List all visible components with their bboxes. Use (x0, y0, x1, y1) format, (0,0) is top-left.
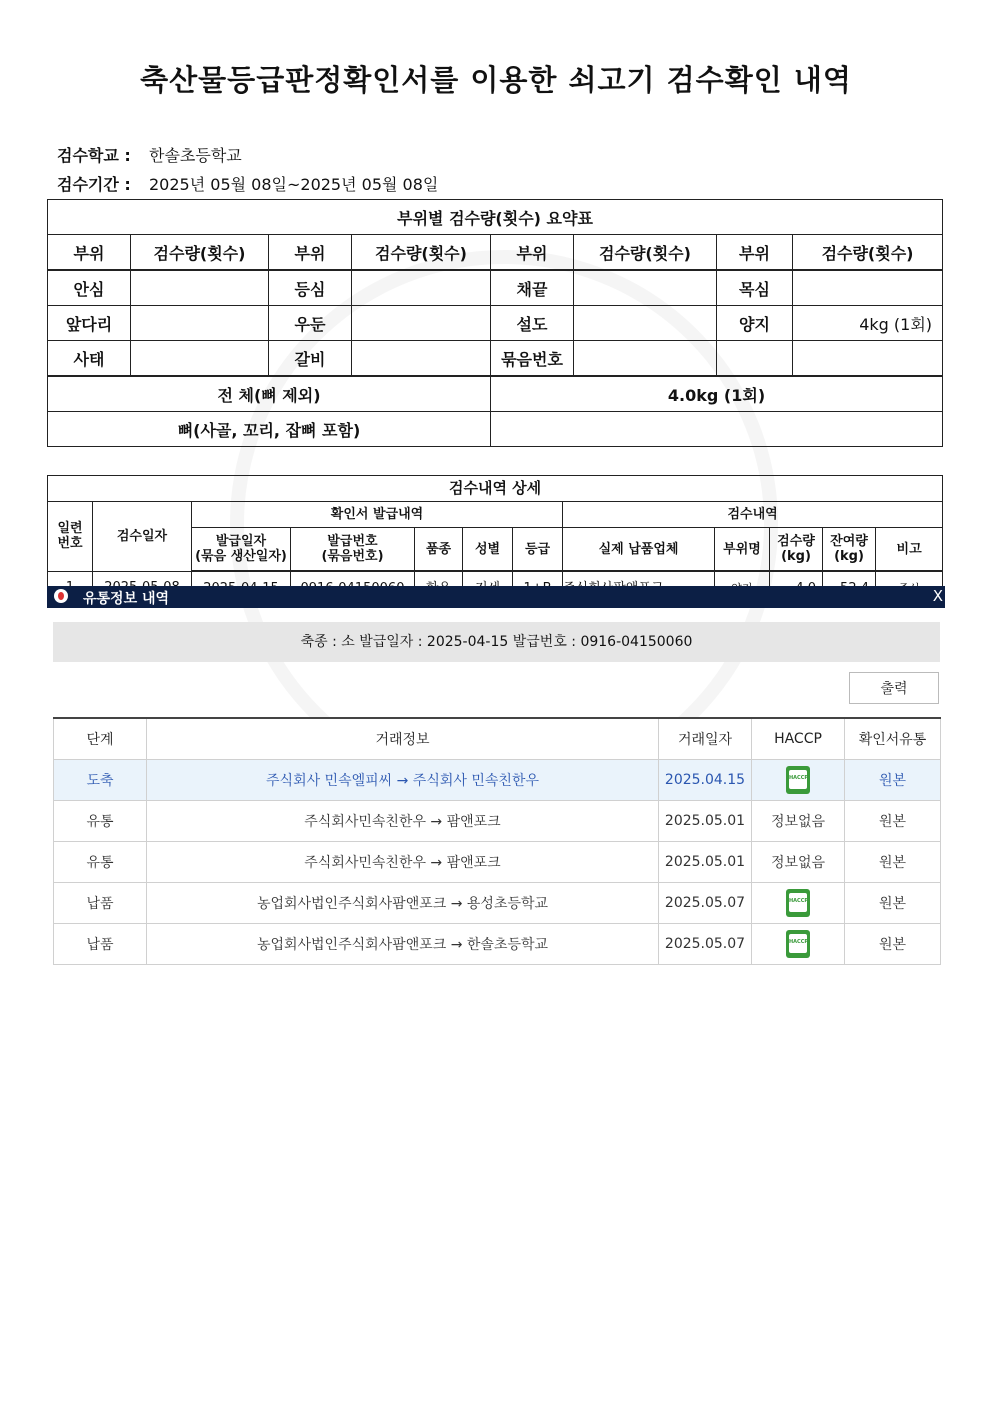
part-qty (793, 341, 943, 377)
cell-stage: 도축 (54, 760, 147, 801)
header-stage: 단계 (54, 718, 147, 760)
header-issue-no: 발급번호 (묶음번호) (291, 528, 415, 572)
cell-cert-flow: 원본 (845, 883, 941, 924)
flow-info-summary: 축종 : 소 발급일자 : 2025-04-15 발급번호 : 0916-04150060 (53, 622, 940, 662)
summary-row (48, 270, 943, 306)
table-row[interactable] (54, 760, 941, 801)
part-qty (131, 306, 269, 341)
header-part: 부위 (491, 235, 574, 271)
part-qty (574, 270, 717, 306)
part-name: 우둔 (269, 306, 352, 341)
header-qty: 검수량(횟수) (352, 235, 491, 271)
header-cert: 확인서 발급내역 (192, 502, 563, 528)
bone-label: 뼈(사골, 꼬리, 잡뼈 포함) (48, 412, 491, 447)
cell-trade: 농업회사법인주식회사팜앤포크 → 용성초등학교 (147, 883, 659, 924)
part-qty (793, 270, 943, 306)
close-icon[interactable]: X (932, 587, 943, 605)
table-row[interactable] (54, 883, 941, 924)
header-issue-date: 발급일자 (묶음 생산일자) (192, 528, 291, 572)
header-trade: 거래정보 (147, 718, 659, 760)
cell-trade-date: 2025.05.01 (659, 842, 752, 883)
header-breed: 품종 (415, 528, 463, 572)
cell-cert-flow: 원본 (845, 842, 941, 883)
cell-trade: 농업회사법인주식회사팜앤포크 → 한솔초등학교 (147, 924, 659, 965)
header-qty: 검수량(횟수) (793, 235, 943, 271)
part-name: 사태 (48, 341, 131, 377)
part-qty: 4kg (1회) (793, 306, 943, 341)
part-name: 목심 (717, 270, 793, 306)
header-part: 부위명 (715, 528, 770, 572)
table-row[interactable] (54, 842, 941, 883)
part-qty (352, 270, 491, 306)
cell-haccp (752, 924, 845, 965)
header-vendor: 실제 납품업체 (563, 528, 715, 572)
bone-value (491, 412, 943, 447)
cell-trade: 주식회사민속친한우 → 팜앤포크 (147, 842, 659, 883)
part-name: 양지 (717, 306, 793, 341)
part-name: 설도 (491, 306, 574, 341)
logo-icon (54, 589, 68, 603)
header-inspection: 검수내역 (563, 502, 943, 528)
cell-trade-date: 2025.05.07 (659, 924, 752, 965)
part-qty (574, 306, 717, 341)
table-row[interactable] (54, 924, 941, 965)
header-qty: 검수량 (kg) (770, 528, 823, 572)
cell-stage: 납품 (54, 883, 147, 924)
part-name: 묶음번호 (491, 341, 574, 377)
part-qty (131, 270, 269, 306)
part-name: 등심 (269, 270, 352, 306)
summary-title: 부위별 검수량(횟수) 요약표 (48, 200, 943, 235)
flow-title-bar (47, 586, 945, 608)
part-qty (131, 341, 269, 377)
part-qty (352, 341, 491, 377)
header-part: 부위 (48, 235, 131, 271)
cell-stage: 유통 (54, 801, 147, 842)
cell-trade-date: 2025.05.07 (659, 883, 752, 924)
cell-haccp: 정보없음 (752, 842, 845, 883)
summary-row (48, 341, 943, 377)
header-cert-flow: 확인서유통 (845, 718, 941, 760)
part-name (717, 341, 793, 377)
header-remain: 잔여량 (kg) (823, 528, 876, 572)
total-value: 4.0kg (1회) (491, 376, 943, 412)
part-name: 채끝 (491, 270, 574, 306)
cell-haccp (752, 760, 845, 801)
cell-cert-flow: 원본 (845, 924, 941, 965)
cell-trade-date: 2025.04.15 (659, 760, 752, 801)
header-trade-date: 거래일자 (659, 718, 752, 760)
flow-table (53, 717, 941, 965)
cell-trade: 주식회사 민속엘피씨 → 주식회사 민속친한우 (147, 760, 659, 801)
school-value: 한솔초등학교 (149, 146, 242, 165)
header-part: 부위 (269, 235, 352, 271)
header-qty: 검수량(횟수) (131, 235, 269, 271)
cell-haccp (752, 883, 845, 924)
cell-cert-flow: 원본 (845, 760, 941, 801)
part-qty (574, 341, 717, 377)
part-name: 안심 (48, 270, 131, 306)
haccp-icon (786, 766, 810, 794)
part-name: 갈비 (269, 341, 352, 377)
summary-table (47, 199, 943, 447)
header-part: 부위 (717, 235, 793, 271)
print-button[interactable]: 출력 (849, 672, 939, 704)
cell-trade-date: 2025.05.01 (659, 801, 752, 842)
flow-title: 유통정보 내역 (83, 591, 170, 607)
cell-trade: 주식회사민속친한우 → 팜앤포크 (147, 801, 659, 842)
header-sex: 성별 (463, 528, 513, 572)
period-label: 검수기간 : (57, 175, 131, 194)
cell-stage: 납품 (54, 924, 147, 965)
header-haccp: HACCP (752, 718, 845, 760)
header-inspect-date: 검수일자 (93, 502, 192, 572)
haccp-icon (786, 930, 810, 958)
detail-title: 검수내역 상세 (48, 476, 943, 502)
haccp-icon (786, 889, 810, 917)
part-qty (352, 306, 491, 341)
cell-cert-flow: 원본 (845, 801, 941, 842)
cell-stage: 유통 (54, 842, 147, 883)
header-qty: 검수량(횟수) (574, 235, 717, 271)
total-label: 전 체(뼈 제외) (48, 376, 491, 412)
header-grade: 등급 (513, 528, 563, 572)
period-value: 2025년 05월 08일~2025년 05월 08일 (149, 175, 439, 194)
school-label: 검수학교 : (57, 146, 131, 165)
school-line (57, 143, 242, 166)
header-serial: 일련 번호 (48, 502, 93, 572)
page-title: 축산물등급판정확인서를 이용한 쇠고기 검수확인 내역 (140, 63, 852, 97)
table-row[interactable] (54, 801, 941, 842)
summary-row (48, 306, 943, 341)
period-line (57, 172, 438, 195)
cell-haccp: 정보없음 (752, 801, 845, 842)
header-note: 비고 (876, 528, 943, 572)
part-name: 앞다리 (48, 306, 131, 341)
